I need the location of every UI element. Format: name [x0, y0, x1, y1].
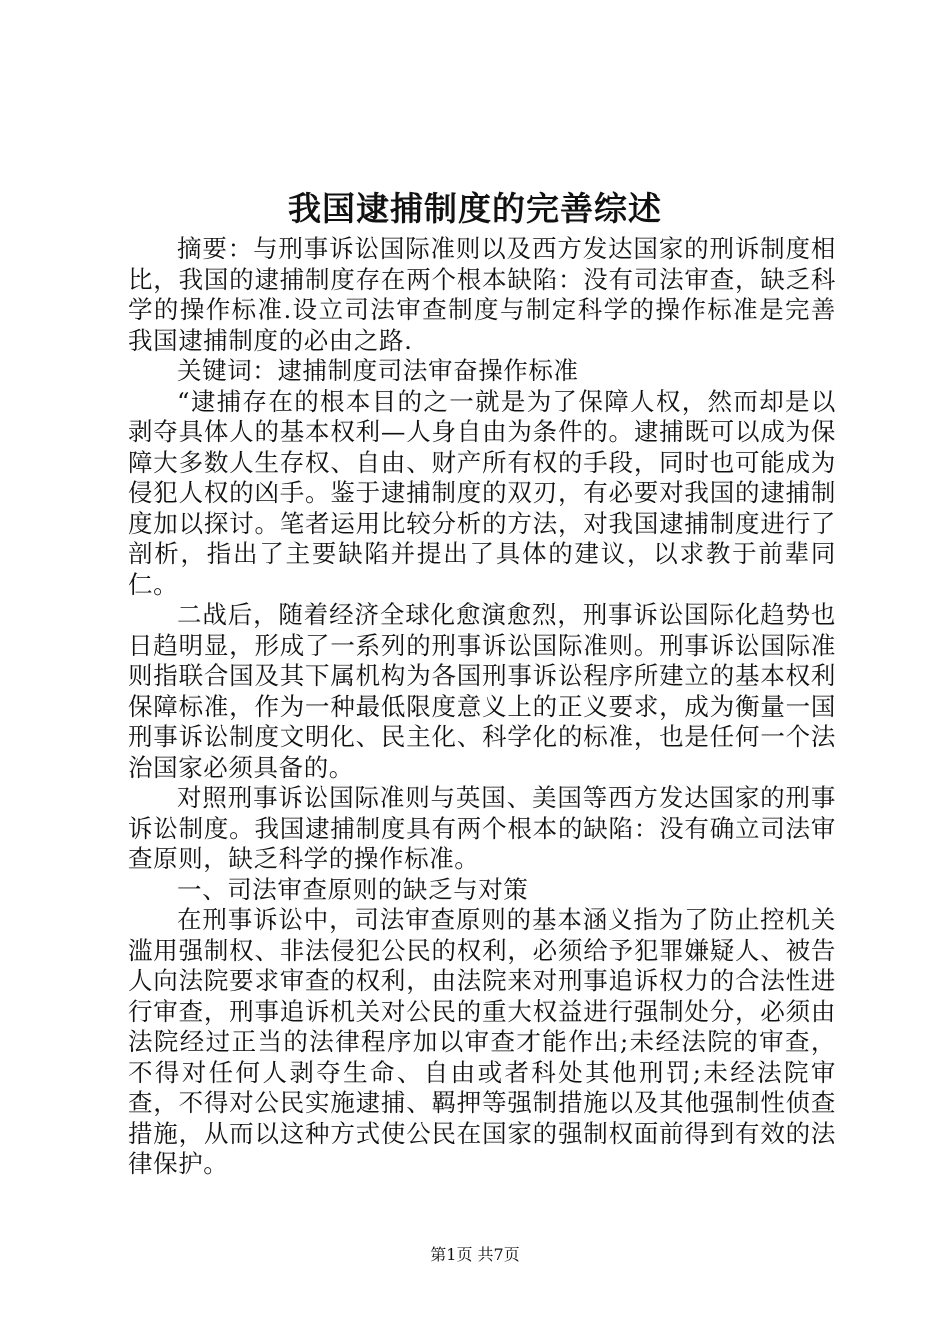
background-paragraph: 二战后，随着经济全球化愈演愈烈，刑事诉讼国际化趋势也日趋明显，形成了一系列的刑事诉讼国际准则。刑事诉讼国际准则指联合国及其下属机构为各国刑事诉讼程序所建立的基本权利保障标准，作为一种最低限度意义上的正义要求，成为衡量一国刑事诉讼制度文明化、民主化、科学化的标准，也是任何一个法治国家必须具备的。	[128, 600, 836, 782]
comparison-paragraph: 对照刑事诉讼国际准则与英国、美国等西方发达国家的刑事诉讼制度。我国逮捕制度具有两个根本的缺陷：没有确立司法审查原则，缺乏科学的操作标准。	[128, 783, 836, 873]
abstract-paragraph: 摘要：与刑事诉讼国际准则以及西方发达国家的刑诉制度相比，我国的逮捕制度存在两个根本缺陷：没有司法审查，缺乏科学的操作标准.设立司法审查制度与制定科学的操作标准是完善我国逮捕制度的必由之路.	[128, 234, 836, 355]
intro-paragraph: “逮捕存在的根本目的之一就是为了保障人权，然而却是以剥夺具体人的基本权利—人身自由为条件的。逮捕既可以成为保障大多数人生存权、自由、财产所有权的手段，同时也可能成为侵犯人权的凶手。鉴于逮捕制度的双刃，有必要对我国的逮捕制度加以探讨。笔者运用比较分析的方法，对我国逮捕制度进行了剖析，指出了主要缺陷并提出了具体的建议，以求教于前辈同仁。	[128, 386, 836, 599]
judicial-review-paragraph: 在刑事诉讼中，司法审查原则的基本涵义指为了防止控机关滥用强制权、非法侵犯公民的权利，必须给予犯罪嫌疑人、被告人向法院要求审查的权利，由法院来对刑事追诉权力的合法性进行审查，刑事追诉机关对公民的重大权益进行强制处分，必须由法院经过正当的法律程序加以审查才能作出;未经法院的审查，不得对任何人剥夺生命、自由或者科处其他刑罚;未经法院审查，不得对公民实施逮捕、羁押等强制措施以及其他强制性侦查措施，从而以这种方式使公民在国家的强制权面前得到有效的法律保护。	[128, 905, 836, 1178]
document-body	[128, 234, 836, 1180]
page-number-footer: 第1页 共7页	[430, 1245, 520, 1264]
section-heading: 一、司法审查原则的缺乏与对策	[177, 874, 529, 904]
keywords-paragraph: 关键词：逮捕制度司法审奋操作标准	[177, 356, 579, 385]
document-title: 我国逮捕制度的完善综述	[288, 189, 662, 228]
